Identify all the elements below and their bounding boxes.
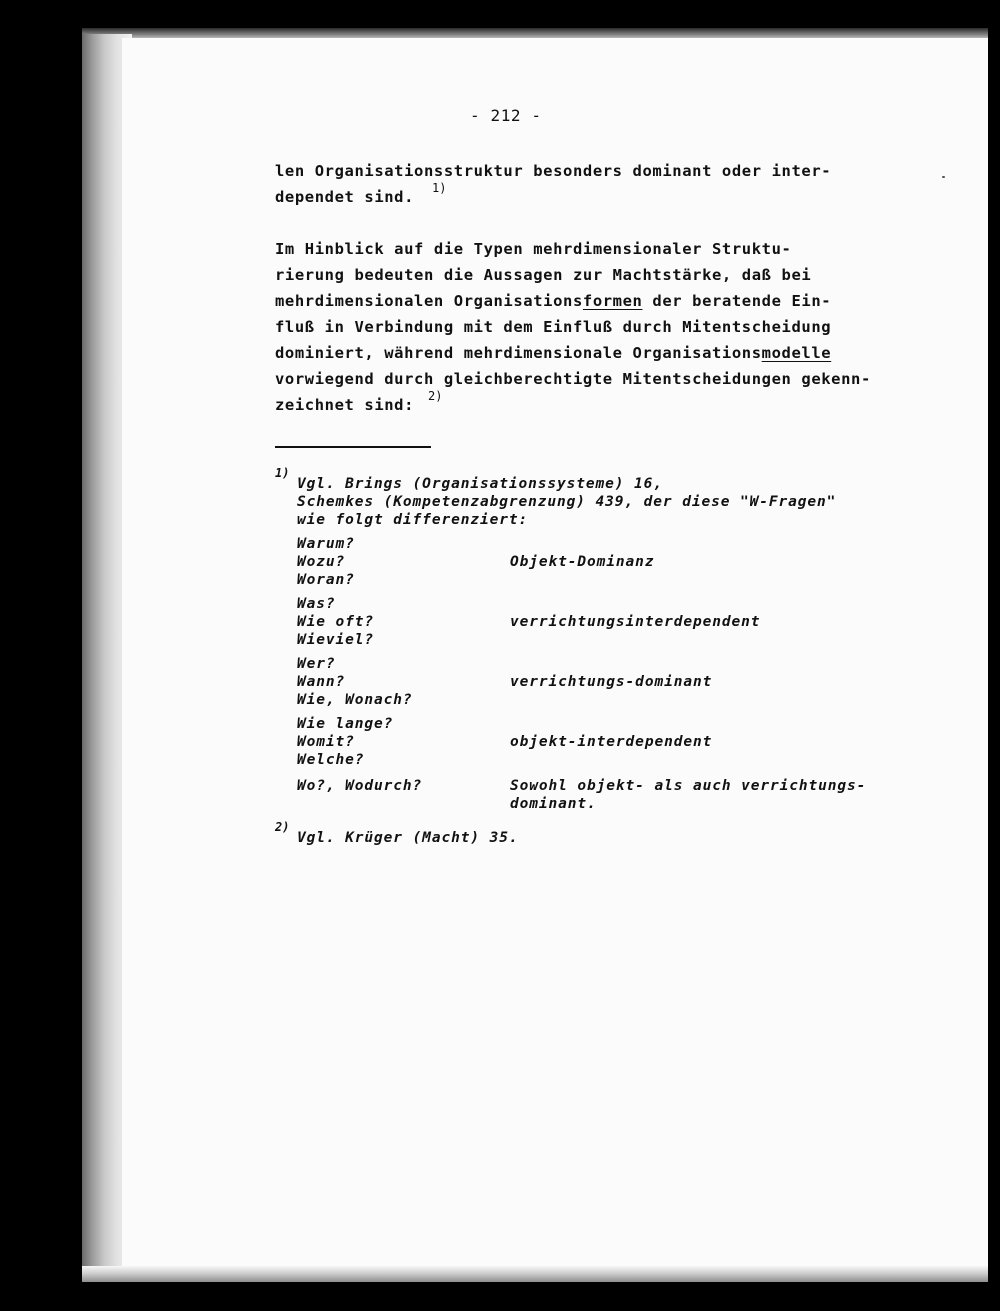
question: Warum? <box>297 536 355 552</box>
body-line <box>275 344 831 362</box>
footnote-line: Vgl. Brings (Organisationssysteme) 16, <box>297 476 663 492</box>
question: Wie, Wonach? <box>297 692 413 708</box>
body-line: zeichnet sind: <box>275 396 415 414</box>
body-line: len Organisationsstruktur besonders dominant oder inter- <box>275 162 832 180</box>
footnote-reference-2: 2) <box>428 389 443 403</box>
page-number: - 212 - <box>470 106 542 125</box>
underlined-word: modelle <box>761 344 832 362</box>
category: Sowohl objekt- als auch verrichtungs- <box>510 778 867 794</box>
footnote-separator <box>275 446 431 448</box>
scan-speck <box>942 176 945 178</box>
body-line <box>275 292 831 310</box>
body-line: vorwiegend durch gleichberechtigte Mitentscheidungen gekenn- <box>275 370 871 388</box>
category: verrichtungsinterdependent <box>510 614 761 630</box>
question: Wer? <box>297 656 336 672</box>
body-line: rierung bedeuten die Aussagen zur Machtstärke, daß bei <box>275 266 812 284</box>
category: dominant. <box>510 796 597 812</box>
question: Wieviel? <box>297 632 375 648</box>
body-line: Im Hinblick auf die Typen mehrdimensionaler Struktu- <box>275 240 792 258</box>
category: objekt-interdependent <box>510 734 713 750</box>
footnote-mark-2: 2) <box>275 820 290 834</box>
question: Wann? <box>297 674 346 690</box>
question: Was? <box>297 596 336 612</box>
body-text: mehrdimensionalen Organisations <box>275 292 583 310</box>
paper-sheet <box>122 38 988 1270</box>
question: Womit? <box>297 734 355 750</box>
question: Wie oft? <box>297 614 375 630</box>
footnote-line: wie folgt differenziert: <box>297 512 529 528</box>
footnote-line: Schemkes (Kompetenzabgrenzung) 439, der diese "W-Fragen" <box>297 494 837 510</box>
question: Woran? <box>297 572 355 588</box>
footnote-mark-1: 1) <box>275 466 290 480</box>
body-line: dependet sind. <box>275 188 415 206</box>
footnote-line: Vgl. Krüger (Macht) 35. <box>297 830 519 846</box>
category: Objekt-Dominanz <box>510 554 655 570</box>
question: Wie lange? <box>297 716 394 732</box>
question: Wo?, Wodurch? <box>297 778 423 794</box>
page-edge-bottom <box>82 1266 988 1282</box>
body-line: fluß in Verbindung mit dem Einfluß durch Mitentscheidung <box>275 318 832 336</box>
question: Wozu? <box>297 554 346 570</box>
footnote-reference-1: 1) <box>432 181 447 195</box>
underlined-word: formen <box>582 292 643 310</box>
body-text: dominiert, während mehrdimensionale Organisations <box>275 344 762 362</box>
question: Welche? <box>297 752 365 768</box>
body-text: der beratende Ein- <box>642 292 832 310</box>
category: verrichtungs-dominant <box>510 674 713 690</box>
